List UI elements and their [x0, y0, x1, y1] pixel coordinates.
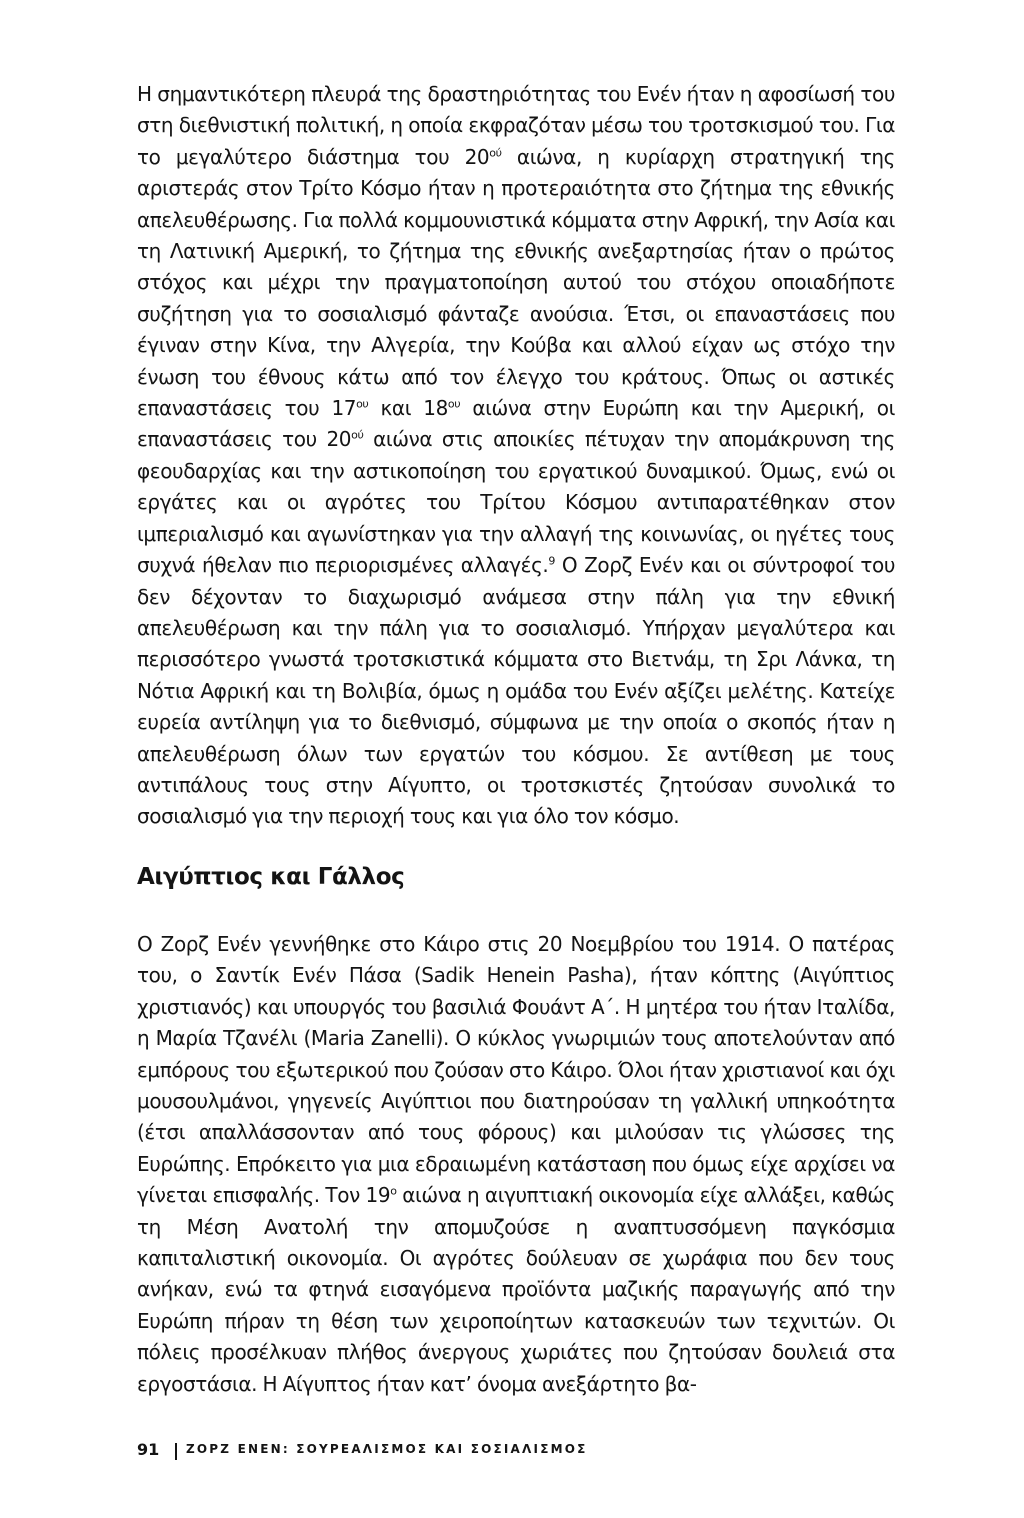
section-heading: Αιγύπτιος και Γάλλος	[137, 864, 405, 890]
footnote-marker: 9	[548, 554, 555, 568]
superscript: ου	[447, 397, 461, 411]
paragraph-text	[137, 79, 895, 833]
superscript: ού	[489, 146, 502, 160]
superscript: ού	[351, 428, 364, 442]
text-run: αιώνα στην Ευρώπη και την Αμερική, οι επαναστάσεις του 20	[137, 396, 895, 452]
superscript: ου	[356, 397, 369, 411]
paragraph-text	[137, 929, 895, 1400]
footer-divider	[175, 1443, 177, 1460]
text-run: και 18	[368, 396, 448, 421]
running-title: ΖΟΡΖ ΕΝΕΝ: ΣΟΥΡΕΑΛΙΣΜΟΣ ΚΑΙ ΣΟΣΙΑΛΙΣΜΟΣ	[186, 1442, 588, 1456]
text-run: Η σημαντικότερη πλευρά της δραστηριότητας του Ενέν ήταν η αφοσίωσή του στη διεθνιστική πολιτική, η οποία εκφραζόταν μέσω του τροτσκισμού του. Για το μεγαλύτερο διάστημα του 20	[137, 82, 895, 169]
body-paragraph-2	[137, 929, 895, 1400]
body-paragraph-1	[137, 79, 895, 833]
page-number: 91	[137, 1440, 160, 1459]
text-run: Ο Ζορζ Ενέν γεννήθηκε στο Κάιρο στις 20 Νοεμβρίου του 1914. Ο πατέρας του, ο Σαντίκ Ενέν Πάσα (Sadik Henein Pasha), ήταν κόπτης (Αιγύπτιος χριστιανός) και υπουργός του βασιλιά Φουάντ Α΄. Η μητέρα του ήταν Ιταλίδα, η Μαρία Τζανέλι (Maria Zanelli). Ο κύκλος γνωριμιών τους αποτελούνταν από εμπόρους του εξωτερικού που ζούσαν στο Κάιρο. Όλοι ήταν χριστιανοί και όχι μουσουλμάνοι, γηγενείς Αιγύπτιοι που διατηρούσαν τη γαλλική υπηκοότητα (έτσι απαλλάσσονταν από τους φόρους) και μιλούσαν τις γλώσσες της Ευρώπης. Επρόκειτο για μια εδραιωμένη κατάσταση που όμως είχε αρχίσει να γίνεται επισφαλής. Τον 19	[137, 932, 895, 1208]
text-run: αιώνα, η κυρίαρχη στρατηγική της αριστεράς στον Τρίτο Κόσμο ήταν η προτεραιότητα στο ζήτημα της εθνικής απελευθέρωσης. Για πολλά κομμουνιστικά κόμματα στην Αφρική, την Ασία και τη Λατινική Αμερική, το ζήτημα της εθνικής ανεξαρτησίας ήταν ο πρώτος στόχος και μέχρι την πραγματοποίηση αυτού του στόχου οποιαδήποτε συζήτηση για το σοσιαλισμό φάνταζε ανούσια. Έτσι, οι επαναστάσεις που έγιναν στην Κίνα, την Αλγερία, την Κούβα και αλλού είχαν ως στόχο την ένωση του έθνους κάτω από τον έλεγχο του κράτους. Όπως οι αστικές επαναστάσεις του 17	[137, 144, 895, 421]
page-footer	[137, 1440, 895, 1470]
text-run: Ο Ζορζ Ενέν και οι σύντροφοί του δεν δέχονταν το διαχωρισμό ανάμεσα στην πάλη για την εθνική απελευθέρωση και την πάλη για το σοσιαλισμό. Υπήρχαν μεγαλύτερα και περισσότερο γνωστά τροτσκιστικά κόμματα στο Βιετνάμ, τη Σρι Λάνκα, τη Νότια Αφρική και τη Βολιβία, όμως η ομάδα του Ενέν αξίζει μελέτης. Κατείχε ευρεία αντίληψη για το διεθνισμό, σύμφωνα με την οποία ο σκοπός ήταν η απελευθέρωση όλων των εργατών του κόσμου. Σε αντίθεση με τους αντιπάλους τους στην Αίγυπτο, οι τροτσκιστές ζητούσαν συνολικά το σοσιαλισμό για την περιοχή τους και για όλο τον κόσμο.	[137, 553, 896, 829]
text-run: αιώνα στις αποικίες πέτυχαν την απομάκρυνση της φεουδαρχίας και την αστικοποίηση του εργατικού δυναμικού. Όμως, ενώ οι εργάτες και οι αγρότες του Τρίτου Κόσμου αντιπαρατέθηκαν στον ιμπεριαλισμό και αγωνίστηκαν για την αλλαγή της κοινωνίας, οι ηγέτες τους συχνά ήθελαν πιο περιορισμένες αλλαγές.	[137, 427, 895, 578]
text-run: αιώνα η αιγυπτιακή οικονομία είχε αλλάξει, καθώς τη Μέση Ανατολή την απομυζούσε η αναπτυσσόμενη παγκόσμια καπιταλιστική οικονομία. Οι αγρότες δούλευαν σε χωράφια που δεν τους ανήκαν, ενώ τα φτηνά εισαγόμενα προϊόντα μαζικής παραγωγής από την Ευρώπη πήραν τη θέση των χειροποίητων κατασκευών των τεχνιτών. Οι πόλεις προσέλκυαν πλήθος άνεργους χωριάτες που ζητούσαν δουλειά στα εργοστάσια. Η Αίγυπτος ήταν κατ’ όνομα ανεξάρτητο βα-	[137, 1183, 895, 1396]
superscript: ο	[390, 1184, 397, 1198]
